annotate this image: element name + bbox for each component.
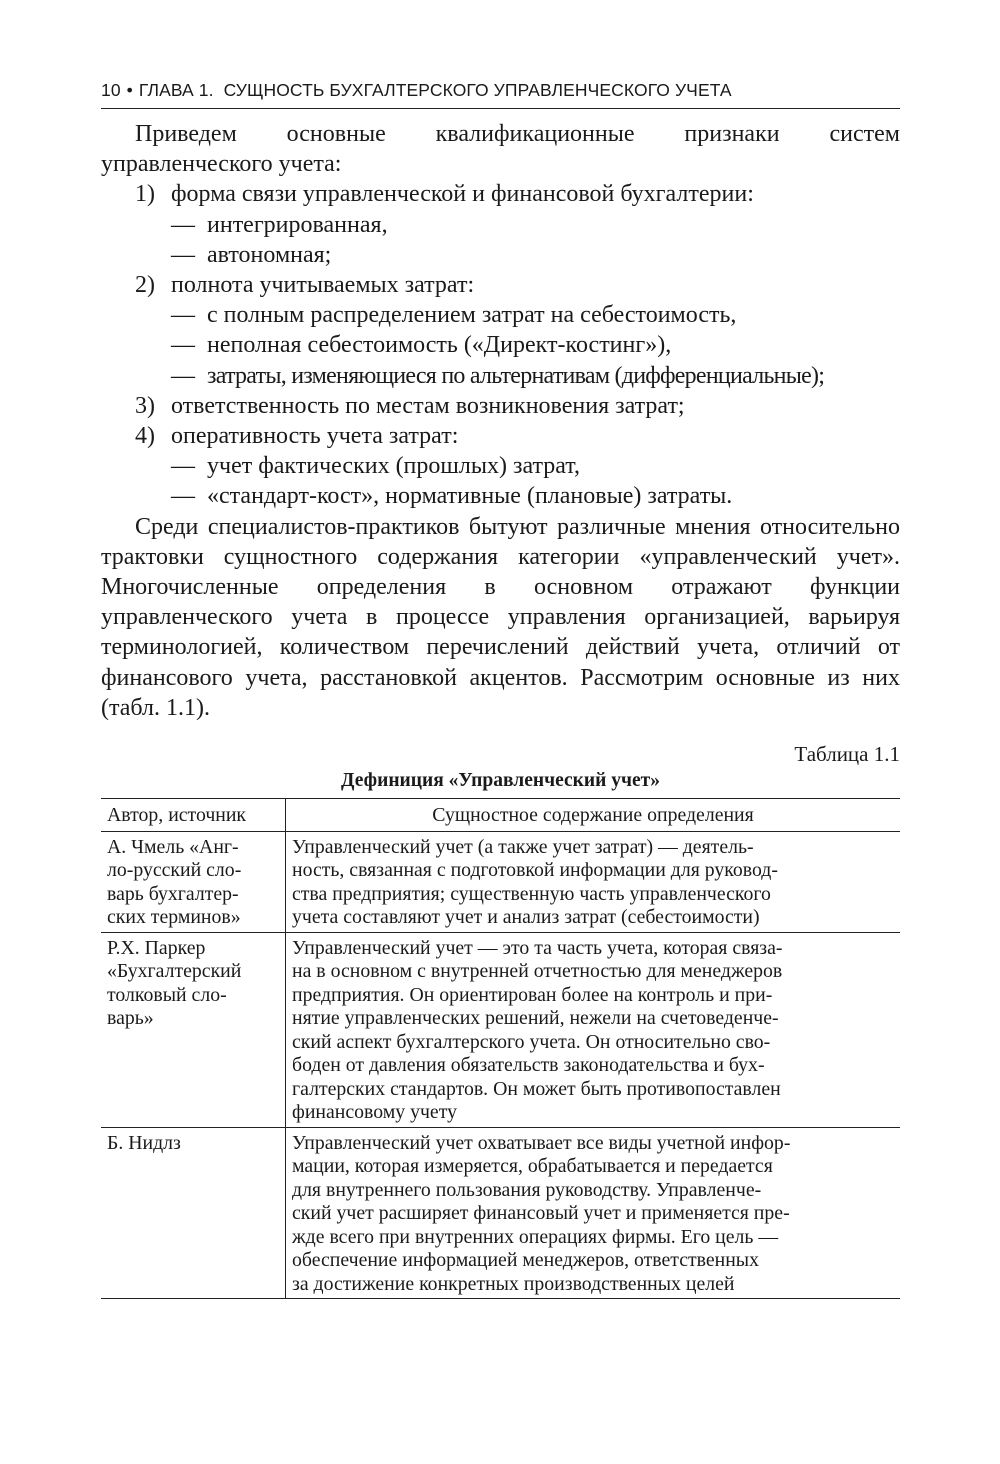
author-cell: [101, 831, 286, 932]
author-cell: [101, 932, 286, 1127]
dash-marker: —: [171, 241, 195, 268]
criteria-item: [101, 391, 900, 421]
definition-line: Управленческий учет охватывает все виды учетной инфор-: [292, 1131, 791, 1154]
item-marker: 1): [135, 181, 155, 208]
item-marker: 3): [135, 392, 155, 419]
definition-line: боден от давления обязательств законодательства и бух-: [292, 1054, 765, 1077]
definition-line: за достижение конкретных производственных целей: [292, 1272, 735, 1295]
dash-marker: —: [171, 453, 195, 480]
definition-line: жде всего при внутренних операциях фирмы. Его цель —: [292, 1225, 779, 1248]
definition-line: финансовому учету: [292, 1101, 457, 1124]
table-header-row: [101, 799, 900, 832]
definition-line: на в основном с внутренней отчетностью для менеджеров: [292, 960, 783, 983]
table-row: [101, 932, 900, 1127]
criteria-item: [101, 421, 900, 451]
subitem-text: интегрированная,: [207, 211, 388, 238]
table-label: Таблица 1.1: [794, 742, 900, 767]
criteria-subitem: [101, 300, 900, 330]
body-paragraph: Среди специалистов-практиков бытуют различные мнения относительно трактовки сущностного содержания категории «управленческий учет». Многочисленные определения в основном отражают функции управленческого учета в процессе управления организацией, варьируя терминологией, количеством перечислений действий учета, отличий от финансового учета, расстановкой акцентов. Рассмотрим основные из них (табл. 1.1).: [101, 513, 900, 721]
author-line: Р.Х. Паркер: [107, 936, 206, 959]
item-text: ответственность по местам возникновения затрат;: [171, 392, 685, 419]
definition-line: ский учет расширяет финансовый учет и применяется пре-: [292, 1202, 790, 1225]
author-line: варь»: [107, 1007, 154, 1030]
header-bullet: •: [126, 80, 133, 100]
author-line: толковый сло-: [107, 983, 227, 1006]
author-line: А. Чмель «Анг-: [107, 835, 239, 858]
item-text: форма связи управленческой и финансовой бухгалтерии:: [171, 181, 754, 208]
definition-line: ства предприятия; существенную часть управленческого: [292, 882, 771, 905]
definition-line: для внутреннего пользования руководству. Управленче-: [292, 1178, 762, 1201]
criteria-subitem: [101, 451, 900, 481]
author-line: «Бухгалтерский: [107, 960, 242, 983]
criteria-subitem: [101, 330, 900, 360]
subitem-text: автономная;: [207, 241, 332, 268]
criteria-subitem: [101, 481, 900, 511]
table-title: Дефиниция «Управленческий учет»: [341, 770, 660, 792]
running-head: [101, 78, 900, 109]
definition-line: учета составляют учет и анализ затрат (себестоимости): [292, 906, 760, 929]
page-number: 10: [101, 80, 121, 100]
criteria-item: [101, 179, 900, 209]
column-header-definition: Сущностное содержание определения: [286, 799, 901, 832]
dash-marker: —: [171, 483, 195, 510]
subitem-text: с полным распределением затрат на себестоимость,: [207, 302, 737, 329]
definition-line: ность, связанная с подготовкой информации для руковод-: [292, 859, 778, 882]
table-row: [101, 831, 900, 932]
criteria-subitem: [101, 240, 900, 270]
definition-cell: [286, 932, 901, 1127]
author-cell: [101, 1127, 286, 1299]
subitem-text: затраты, изменяющиеся по альтернативам (дифференциальные);: [207, 362, 825, 389]
definitions-table: [101, 798, 900, 1299]
criteria-item: [101, 270, 900, 300]
criteria-list: [101, 179, 900, 511]
item-marker: 2): [135, 272, 155, 299]
intro-paragraph: Приведем основные квалификационные признаки систем управленческого учета:: [101, 121, 900, 178]
author-line: Б. Нидлз: [107, 1131, 181, 1154]
item-text: полнота учитываемых затрат:: [171, 272, 475, 299]
item-marker: 4): [135, 423, 155, 450]
subitem-text: «стандарт-кост», нормативные (плановые) затраты.: [207, 483, 733, 510]
dash-marker: —: [171, 362, 195, 389]
subitem-text: учет фактических (прошлых) затрат,: [207, 453, 580, 480]
definition-line: ский аспект бухгалтерского учета. Он относительно сво-: [292, 1030, 771, 1053]
criteria-subitem: [101, 210, 900, 240]
definition-line: нятие управленческих решений, нежели на счетоведенче-: [292, 1007, 779, 1030]
subitem-text: неполная себестоимость («Директ-костинг»),: [207, 332, 672, 359]
definition-cell: [286, 1127, 901, 1299]
definition-line: Управленческий учет (а также учет затрат) — деятель-: [292, 835, 754, 858]
chapter-label: ГЛАВА 1.: [138, 80, 214, 100]
column-header-author: Автор, источник: [101, 799, 286, 832]
author-line: варь бухгалтер-: [107, 882, 239, 905]
definition-cell: [286, 831, 901, 932]
dash-marker: —: [171, 211, 195, 238]
author-line: ло-русский сло-: [107, 859, 242, 882]
item-text: оперативность учета затрат:: [171, 423, 459, 450]
author-line: ских терминов»: [107, 906, 241, 929]
definition-line: предприятия. Он ориентирован более на контроль и при-: [292, 983, 773, 1006]
dash-marker: —: [171, 332, 195, 359]
body-text: [101, 119, 900, 723]
table-row: [101, 1127, 900, 1299]
definition-line: галтерских стандартов. Он может быть противопоставлен: [292, 1077, 781, 1100]
definition-line: обеспечение информацией менеджеров, ответственных: [292, 1249, 759, 1272]
dash-marker: —: [171, 302, 195, 329]
definition-line: мации, которая измеряется, обрабатывается и передается: [292, 1155, 773, 1178]
book-page: [101, 78, 900, 1299]
criteria-subitem: [101, 361, 900, 391]
definition-line: Управленческий учет — это та часть учета, которая связа-: [292, 936, 783, 959]
chapter-title: СУЩНОСТЬ БУХГАЛТЕРСКОГО УПРАВЛЕНЧЕСКОГО УЧЕТА: [223, 80, 732, 100]
